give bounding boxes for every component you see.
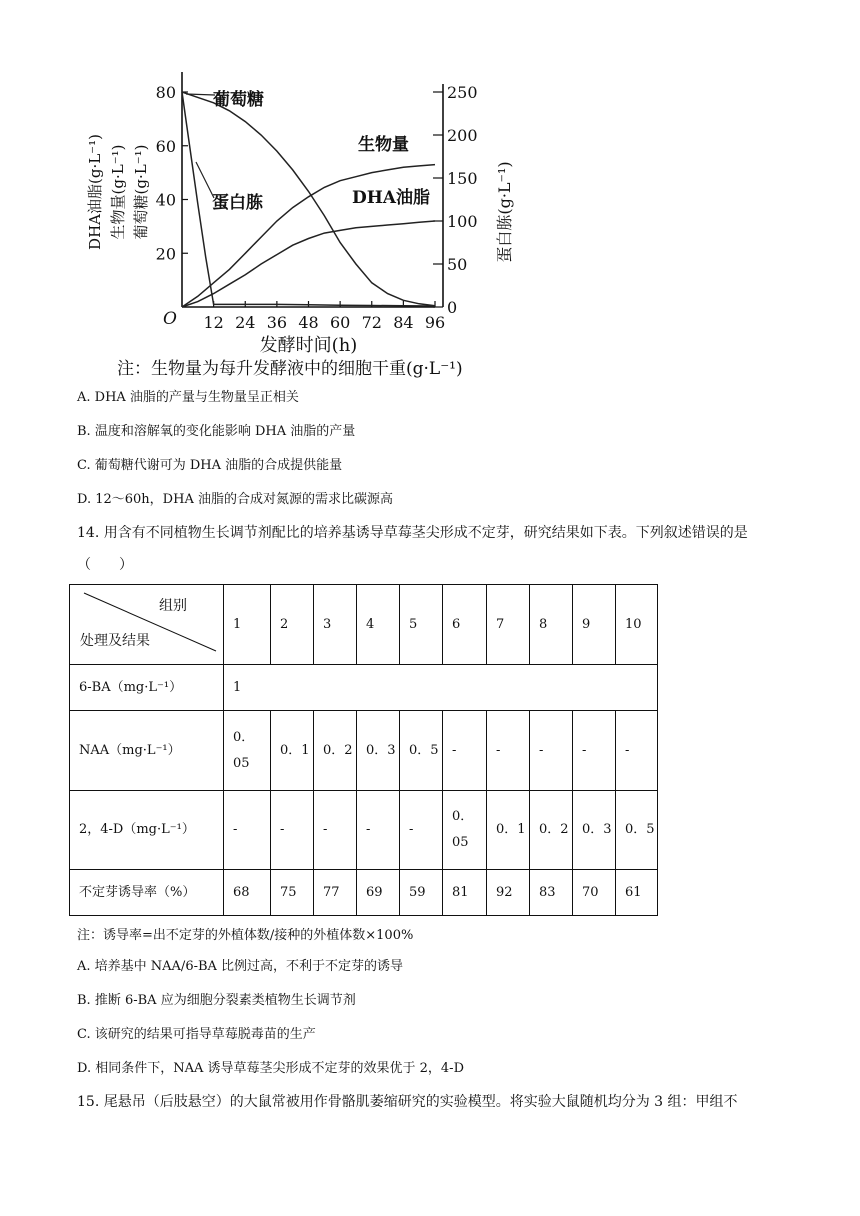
left-y-tick-label: 40 — [155, 190, 176, 210]
group-header: 3 — [314, 585, 357, 665]
table-cell: 0．5 — [400, 711, 443, 791]
group-header: 10 — [616, 585, 658, 665]
header-group-label: 组别 — [159, 598, 187, 614]
result-table — [69, 584, 658, 916]
x-tick-label: 48 — [298, 313, 319, 332]
group-header: 7 — [487, 585, 530, 665]
q13-option-a: A. DHA 油脂的产量与生物量呈正相关 — [77, 390, 299, 405]
table-row — [70, 870, 658, 916]
right-y-tick-label: 200 — [447, 126, 478, 145]
x-tick-label: 60 — [329, 313, 351, 332]
table-cell: 0．2 — [314, 711, 357, 791]
table-note: 注：诱导率=出不定芽的外植体数/接种的外植体数×100% — [77, 928, 414, 943]
table-cell: 59 — [400, 870, 443, 916]
group-header: 5 — [400, 585, 443, 665]
row-label: 2，4-D（mg·L⁻¹） — [70, 791, 224, 870]
row-label: 6-BA（mg·L⁻¹） — [70, 665, 224, 711]
right-y-tick-label: 50 — [447, 255, 468, 274]
right-y-tick-label: 100 — [447, 212, 478, 231]
x-tick-label: 12 — [203, 313, 224, 332]
table-cell: 61 — [616, 870, 658, 916]
fermentation-chart — [80, 62, 530, 382]
series-line-DHA油脂 — [182, 221, 435, 307]
q13-option-b: B. 温度和溶解氧的变化能影响 DHA 油脂的产量 — [77, 424, 356, 439]
series-line-生物量 — [182, 165, 435, 307]
left-y-axis-title: 生物量(g·L⁻¹) — [109, 144, 127, 240]
figure-note: 注：生物量为每升发酵液中的细胞干重(g·L⁻¹) — [117, 359, 463, 379]
origin-label: O — [163, 309, 177, 329]
table-cell: 75 — [271, 870, 314, 916]
table-cell: - — [616, 711, 658, 791]
q14-option-b: B. 推断 6-BA 应为细胞分裂素类植物生长调节剂 — [77, 993, 356, 1008]
x-tick-label: 84 — [393, 313, 414, 332]
merged-cell: 1 — [224, 665, 658, 711]
table-cell: - — [573, 711, 616, 791]
table-cell: 83 — [530, 870, 573, 916]
table-cell: 0．1 — [487, 791, 530, 870]
group-header: 4 — [357, 585, 400, 665]
chart-svg — [80, 62, 530, 382]
table-row — [70, 711, 658, 791]
table-cell: 69 — [357, 870, 400, 916]
table-cell: - — [487, 711, 530, 791]
diagonal-header-cell — [70, 585, 224, 665]
left-y-axis-title: DHA油脂(g·L⁻¹) — [86, 134, 104, 250]
q13-option-c: C. 葡萄糖代谢可为 DHA 油脂的合成提供能量 — [77, 458, 343, 473]
left-y-tick-label: 80 — [155, 83, 176, 102]
table-cell: 0．1 — [271, 711, 314, 791]
group-header: 9 — [573, 585, 616, 665]
q14-option-c: C. 该研究的结果可指导草莓脱毒苗的生产 — [77, 1027, 316, 1042]
q14-stem: 14. 用含有不同植物生长调节剂配比的培养基诱导草莓茎尖形成不定芽，研究结果如下表。下列叙述错误的是（ ） — [77, 525, 748, 573]
row-label: NAA（mg·L⁻¹） — [70, 711, 224, 791]
right-y-tick-label: 250 — [447, 83, 478, 102]
table-cell: - — [443, 711, 487, 791]
table-cell: 0．2 — [530, 791, 573, 870]
series-label: 蛋白胨 — [212, 193, 263, 213]
table-cell: 77 — [314, 870, 357, 916]
table-row — [70, 665, 658, 711]
group-header: 6 — [443, 585, 487, 665]
x-tick-label: 36 — [266, 313, 288, 332]
group-header: 2 — [271, 585, 314, 665]
table-cell: 0．5 — [616, 791, 658, 870]
table-cell: 81 — [443, 870, 487, 916]
right-y-tick-label: 0 — [447, 298, 458, 317]
x-tick-label: 96 — [424, 313, 446, 332]
table-cell: - — [314, 791, 357, 870]
q14-option-d: D. 相同条件下，NAA 诱导草莓茎尖形成不定芽的效果优于 2，4-D — [77, 1061, 464, 1076]
table-cell: 0．05 — [443, 791, 487, 870]
table-cell: - — [530, 711, 573, 791]
table-cell: 92 — [487, 870, 530, 916]
table-cell: - — [224, 791, 271, 870]
table-row — [70, 791, 658, 870]
right-y-tick-label: 150 — [447, 169, 478, 188]
group-header: 1 — [224, 585, 271, 665]
x-tick-label: 72 — [361, 313, 382, 332]
q14-option-a: A. 培养基中 NAA/6-BA 比例过高，不利于不定芽的诱导 — [77, 959, 404, 974]
series-label: DHA油脂 — [352, 188, 430, 208]
group-header: 8 — [530, 585, 573, 665]
left-y-tick-label: 20 — [155, 244, 176, 264]
series-label: 生物量 — [358, 135, 409, 155]
left-y-tick-label: 60 — [155, 136, 176, 156]
table-cell: 70 — [573, 870, 616, 916]
table-header-row — [70, 585, 658, 665]
table-cell: 68 — [224, 870, 271, 916]
x-axis-title: 发酵时间(h) — [259, 335, 358, 356]
x-tick-label: 24 — [235, 313, 256, 332]
series-label: 葡萄糖 — [213, 90, 264, 110]
left-y-axis-title: 葡萄糖(g·L⁻¹) — [132, 144, 150, 240]
q13-option-d: D. 12～60h，DHA 油脂的合成对氮源的需求比碳源高 — [77, 492, 393, 507]
table-cell: 0．3 — [357, 711, 400, 791]
header-treatment-label: 处理及结果 — [80, 633, 150, 649]
q15-stem: 15. 尾悬吊（后肢悬空）的大鼠常被用作骨骼肌萎缩研究的实验模型。将实验大鼠随机均分为 3 组：甲组不 — [77, 1094, 738, 1110]
row-label: 不定芽诱导率（%） — [70, 870, 224, 916]
table-cell: - — [400, 791, 443, 870]
table-cell: - — [357, 791, 400, 870]
right-y-axis-title: 蛋白胨(g·L⁻¹) — [495, 161, 514, 263]
table-cell: 0．05 — [224, 711, 271, 791]
table-cell: 0．3 — [573, 791, 616, 870]
table-cell: - — [271, 791, 314, 870]
